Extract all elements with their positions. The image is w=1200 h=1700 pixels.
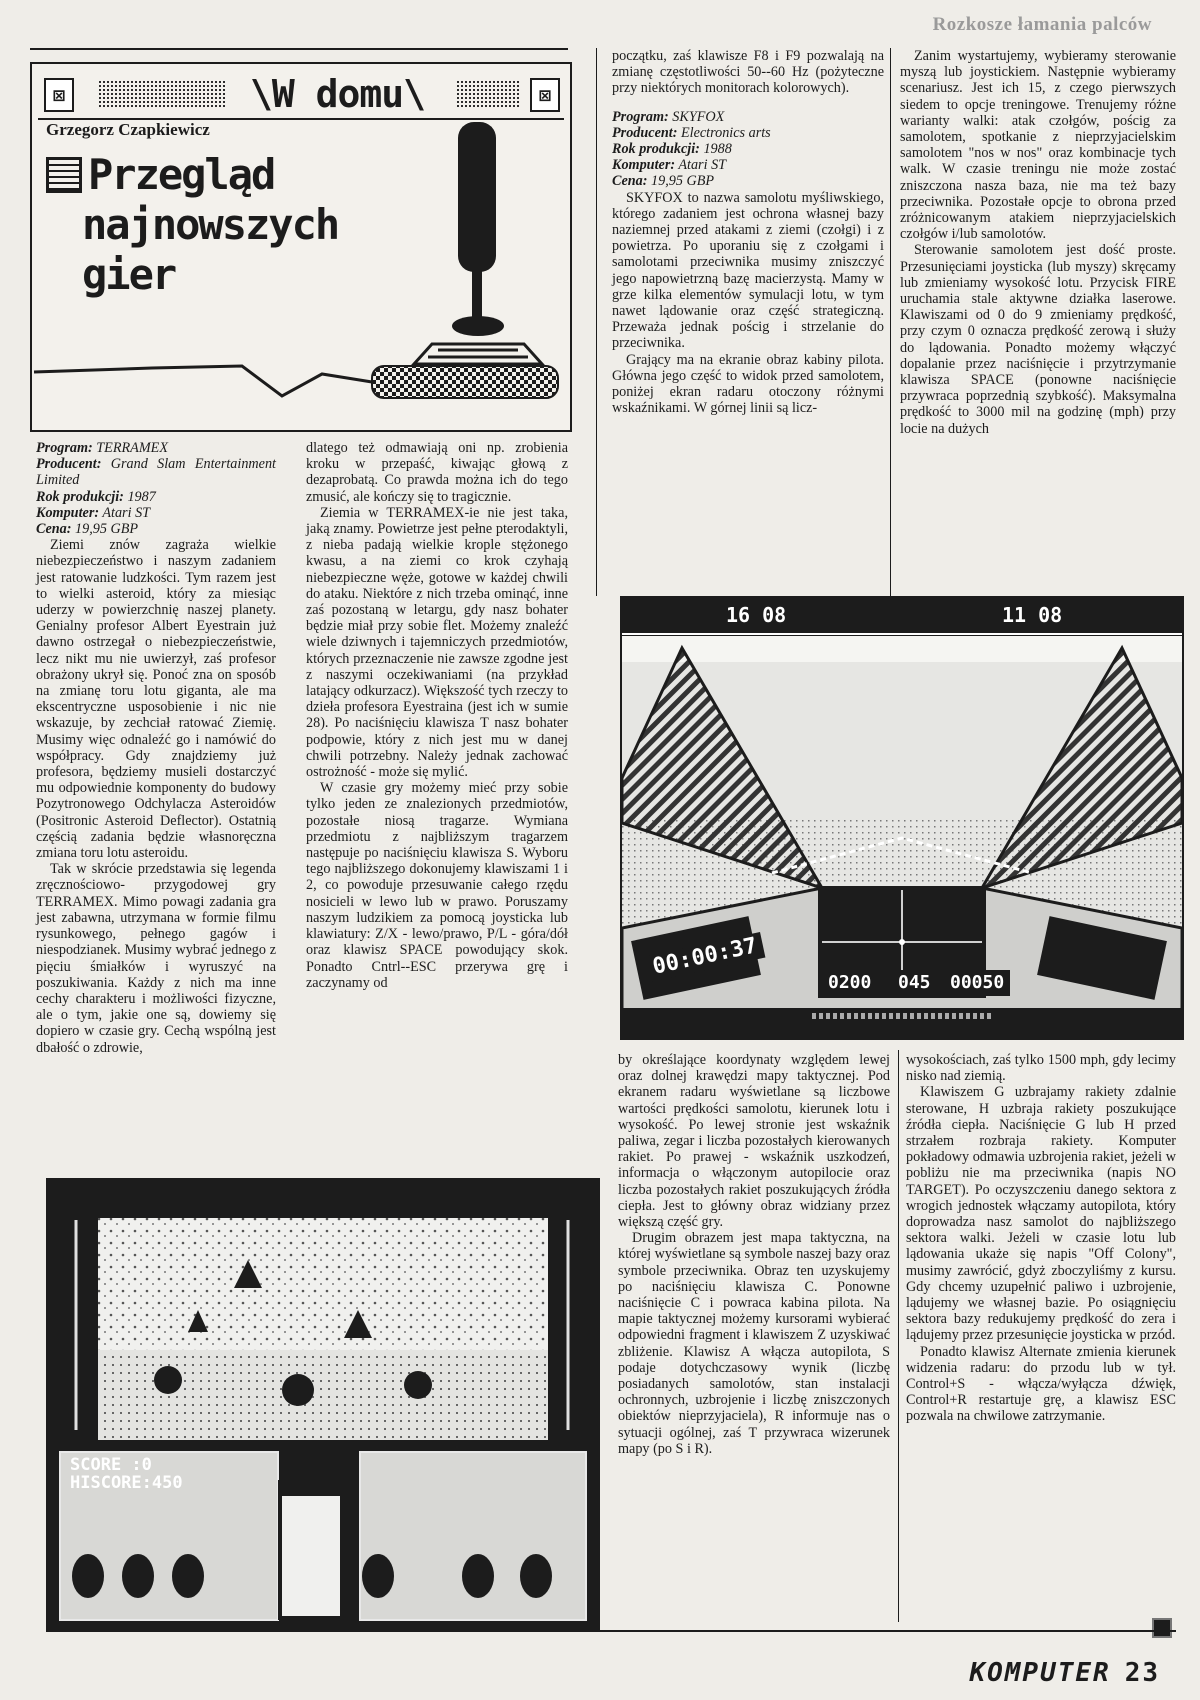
- joystick-illustration: [32, 64, 570, 430]
- column-1: [36, 440, 276, 1056]
- section-title: \W domu\: [250, 72, 426, 116]
- meta-price: Cena: 19,95 GBP: [36, 521, 139, 538]
- column-2: [306, 440, 568, 991]
- meta-producer: Producent: Grand Slam Entertainment Limited: [36, 456, 276, 489]
- meta-producer: Producent: Electronics arts: [612, 124, 771, 141]
- paragraph: Klawiszem G uzbrajamy rakiety zdalnie sterowane, H uzbraja rakiety poszukujące źródła ciepła. Naciśnięcie G lub H przed strzałem rozbraja rakiety. Komputer pokładowy odmawia uzbrojenia rakiet, jeżeli w pobliżu nie ma przeciwnika (napis NO TARGET). Po oczyszczeniu danego sektora z wrogich jednostek włączamy autopilota, który doprowadza nasz samolot do najbliższego sektora walki. Jeżeli w czasie lotu lub lądowania ukaże się napis "Off Colony", musimy zawrócić, gdyż zboczyliśmy z kursu. Gdy chcemy uzupełnić paliwo i uzbrojenie, lądujemy we własnej bazie. Po osiągnięciu sektora bazy redukujemy prędkość do zera i lądujemy przez przesunięcie joysticka w przód.: [906, 1084, 1176, 1344]
- bottom-rule: [46, 1630, 1176, 1632]
- meta-program: Program: SKYFOX: [612, 108, 725, 125]
- paragraph: W czasie gry możemy mieć przy sobie tylko jeden ze znalezionych przedmiotów, pozostałe niosą tragarze. Wymiana przedmiotu z najbliższym tragarzem następuje po naciśnięciu klawisza S. Wyboru tego najbliższego dokonujemy klawiszami 1 i 2, co powoduje przesuwanie całego rzędu nosicieli w lewo lub w prawo. Poruszamy naszym ludzikiem za pomocą joysticka lub klawiatury: Z/X - lewo/prawo, P/L - góra/dół oraz klawisz SPACE powodujący skok. Ponadto Cntrl--ESC przerywa grę i zaczynamy od: [306, 780, 568, 991]
- paragraph: początku, zaś klawisze F8 i F9 pozwalają na zmianę częstotliwości 50--60 Hz (pożyteczne przy niektórych monitorach kolorowych).: [612, 48, 884, 97]
- paragraph: Tak w skrócie przedstawia się legenda zręcznościowo- przygodowej gry TERRAMEX. Mimo powagi zadania gra jest zabawna, utrzymana w formie filmu rysunkowego, pełnego gagów i niespodzianek. Musimy wybrać jednego z pięciu śmiałków i wyruszyć na poszukiwania. Każdy z nich ma inne cechy charakteru i możliwości fizyczne, ale o tym, jakie one są, dowiemy się dopiero w czasie gry. Cechą wspólną jest dbałość o zdrowie,: [36, 861, 276, 1056]
- running-head: Rozkosze łamania palców: [932, 14, 1152, 35]
- speed-readout: 0200: [822, 970, 877, 996]
- column-3: [612, 48, 884, 416]
- meta-program: Program: TERRAMEX: [36, 440, 169, 456]
- heading-readout: 045: [892, 970, 937, 996]
- paragraph: Ponadto klawisz Alternate zmienia kierunek widzenia radaru: do przodu lub w tył. Control+S - włącza/wyłącza dźwięk, Control+R restartuje grę, a klawisz ESC pozwala na chwilowe zatrzymanie.: [906, 1343, 1176, 1425]
- meta-year: Rok produkcji: 1988: [612, 141, 732, 158]
- terramex-scene: [48, 1180, 598, 1628]
- article-end-mark-icon: [1152, 1618, 1172, 1638]
- column-4: [900, 48, 1176, 437]
- paragraph: wysokościach, zaś tylko 1500 mph, gdy lecimy nisko nad ziemią.: [906, 1052, 1176, 1085]
- paragraph: Zanim wystartujemy, wybieramy sterowanie myszą lub joystickiem. Następnie wybieramy scenariusz. Jest ich 15, z czego pierwszych siedem to opcje treningowe. Trenujemy różne warianty walki: atak czołgów, pościg za samolotem, spotkanie z nieprzyjacielskim samolotem "nos w nos" oraz kombinacje tych walk. W czasie treningu nie może zostać zniszczona nasza baza, nie ma też bazy przeciwnika. Pozostałe opcje to obrona przed zróżnicowanym atakiem nieprzyjacielskich czołgów i/lub samolotów.: [900, 48, 1176, 243]
- magazine-name: KOMPUTER: [969, 1658, 1111, 1688]
- hiscore-readout: HISCORE:450: [70, 1473, 183, 1493]
- paragraph: Drugim obrazem jest mapa taktyczna, na której wyświetlane są symbole naszej bazy oraz symbole przeciwnika. Obraz ten uzyskujemy po naciśnięciu klawisza C. Ponowne naciśnięcie C i powraca kabina pilota. Na mapie taktycznej możemy kursorami wybierać odpowiedni fragment i klawiszem Z uzyskiwać zbliżenie. Klawisz A włącza autopilota, S podaje dotychczasowy wynik (liczbę posiadanych samolotów, stan instalacji ochronnych, uzbrojenie i liczbę zniszczonych obiektów nieprzyjaciela), R informuje nas o sytuacji ogólnej, zaś T przywraca wizerunek mapy (po S i R).: [618, 1230, 890, 1457]
- col-divider-top: [596, 48, 597, 596]
- paragraph: Sterowanie samolotem jest dość proste. Przesunięciami joysticka (lub myszy) skręcamy lub zmieniamy wysokość lotu. Przycisk FIRE uruchamia stale aktywne działka laserowe. Klawiszami od 0 do 9 zmieniamy prędkość, przy czym 0 oznacza prędkość zerową i służy do lądowania. Ponadto możemy włączyć dopalanie przez naciśnięcie i przytrzymanie klawisza SPACE (ponowne naciśnięcie przywraca poprzednią szybkość). Maksymalna prędkość to 3000 mil na godzinę (mph) przy locie na dużych: [900, 242, 1176, 437]
- col-divider-bottom: [898, 1050, 899, 1622]
- column-6: [906, 1052, 1176, 1425]
- title-line-3: gier: [82, 250, 176, 299]
- column-5: [618, 1052, 890, 1457]
- col-divider-top-2: [890, 48, 891, 596]
- altitude-readout: 00050: [944, 970, 1010, 996]
- paragraph: Ziemi znów zagraża wielkie niebezpieczeństwo i naszym zadaniem jest ratowanie ludzkości. Tym razem jest to wielki asteroid, który za miesiąc uderzy w powierzchnię naszej planety. Genialny profesor Albert Eyestrain już dawno ostrzegał o niebezpieczeństwie, lecz nikt mu nie uwierzył, zaś profesor obrażony ukrył się. Ponoć zna on sposób na zmianę toru lotu giganta, ale ma ekscentryczne usposobienie i nic nie wskazuje, by zechciał ratować Ziemię. Musimy więc odnaleźć go i namówić do współpracy. Gdy znajdziemy już profesora, będziemy musieli dostarczyć mu odpowiednie komponenty do budowy Pozytronowego Odchylacza Asteroidów (Positronic Asteroid Deflector). Ostatnią częścią zadania będzie własnoręczna zmiana toru lotu asteroidu.: [36, 537, 276, 862]
- footer: [969, 1658, 1160, 1688]
- meta-computer: Komputer: Atari ST: [612, 157, 727, 174]
- title-line-2: najnowszych: [82, 200, 339, 249]
- hud-coordinate-right: 11 08: [996, 602, 1068, 628]
- top-rule: [30, 48, 568, 50]
- hud-coordinate-left: 16 08: [720, 602, 792, 628]
- meta-computer: Komputer: Atari ST: [36, 504, 151, 521]
- close-box-right-icon: ⊠: [530, 78, 560, 112]
- skyfox-screenshot: [620, 596, 1184, 1040]
- clock-readout: 00:00:37: [645, 932, 766, 982]
- score-readout: SCORE :0: [70, 1455, 152, 1475]
- paragraph: Ziemia w TERRAMEX-ie nie jest taka, jaką znamy. Powietrze jest pełne pterodaktyli, z nieba padają wielkie krople stężonego kwasu, a na ziemi co krok czyhają niebezpieczne węże, gotowe w każdej chwili do ataku. Niektóre z nich trzeba ominąć, inne zaś pozostaną w letargu, gdy nasz bohater będzie miał przy sobie flet. Możemy znaleźć wiele dziwnych i tajemniczych przedmiotów, których przeznaczenie nie zawsze zgodne jest z naszymi oczekiwaniami (na przykład latający odkurzacz). Większość tych rzeczy to dzieła profesora Eyestraina (jest ich w sumie 28). Po naciśnięciu klawisza T nasz bohater podpowie, który z nich jest mu w danej chwili potrzebny. Należy jednak zachować ostrożność - może się mylić.: [306, 504, 568, 781]
- paragraph: SKYFOX to nazwa samolotu myśliwskiego, którego zadaniem jest ochrona własnej bazy naziemnej przed atakami z ziemi (czołgi) i z powietrza. Po uporaniu się z czołgami i samolotami przeciwnika musimy zniszczyć jego napowietrzną bazę macierzystą. Mamy w grze kilka elementów symulacji lotu, w tym nawet lądowanie oraz część strategiczną. Przeważa jednak pościg i strzelanie do przeciwnika.: [612, 189, 884, 352]
- title-line-1: Przegląd: [88, 150, 275, 199]
- close-box-left-icon: ⊠: [44, 78, 74, 112]
- paragraph: by określające koordynaty względem lewej oraz dolnej krawędzi mapy taktycznej. Pod ekranem radaru wyświetlane są liczbowe wartości prędkości samolotu, kierunek lotu i wysokość. Po lewej stronie jest wskaźnik paliwa, zegar i liczba pozostałych kierowanych rakiet. Po prawej - wskaźnik uszkodzeń, informacja o włączonym autopilocie oraz liczba pozostałych rakiet poszukujących źródła ciepła. Jest to główny obraz widziany przez większą część gry.: [618, 1052, 890, 1231]
- author: Grzegorz Czapkiewicz: [46, 120, 210, 139]
- paragraph: dlatego też odmawiają oni np. zrobienia kroku w przepaść, kiwając głową z dezaprobatą. Co prawda można ich do tego zmusić, ale kończy się to tragicznie.: [306, 440, 568, 505]
- header-box: [30, 62, 572, 432]
- page-number: 23: [1124, 1658, 1160, 1688]
- meta-price: Cena: 19,95 GBP: [612, 173, 715, 190]
- paragraph: Grający ma na ekranie obraz kabiny pilota. Główna jego część to widok przed samolotem, poniżej ekran radaru otoczony różnymi wskaźnikami. W górnej linii są licz-: [612, 351, 884, 417]
- terramex-screenshot: [46, 1178, 600, 1630]
- meta-year: Rok produkcji: 1987: [36, 488, 156, 505]
